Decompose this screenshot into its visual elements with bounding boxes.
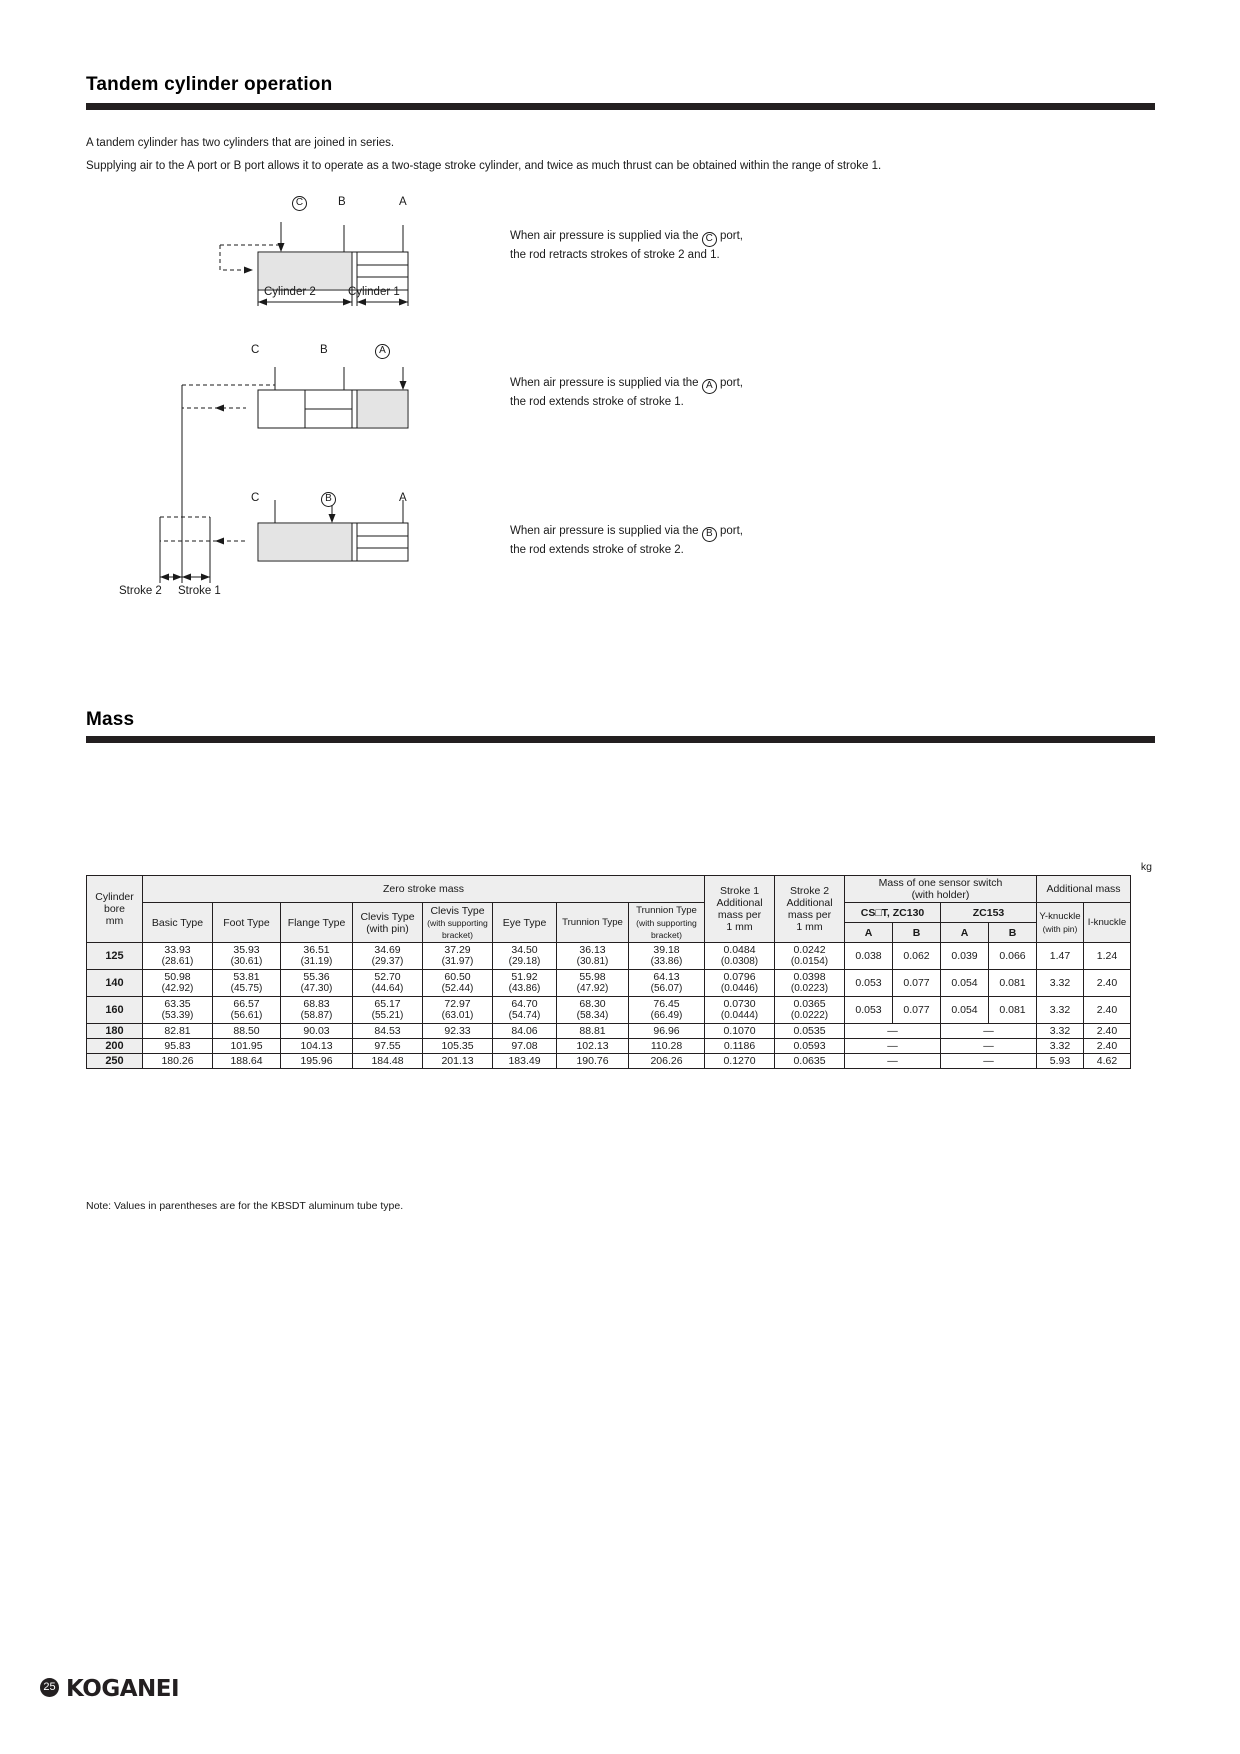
diagram-row1-port-a-label: A — [399, 196, 407, 208]
cell-foot: 35.93 (30.61) — [213, 943, 281, 970]
cell-eye: 34.50 (29.18) — [493, 943, 557, 970]
cell-bore: 180 — [87, 1024, 143, 1039]
table-unit-label: kg — [1140, 861, 1152, 873]
mass-table — [86, 875, 1131, 1069]
cell-foot: 101.95 — [213, 1039, 281, 1054]
cell-stroke2: 0.0242 (0.0154) — [775, 943, 845, 970]
page-number: 25 — [40, 1678, 59, 1697]
cell-zc-a: 0.039 — [941, 943, 989, 970]
tandem-cylinder-diagram — [120, 205, 480, 655]
cell-basic: 82.81 — [143, 1024, 213, 1039]
intro-line-2: Supplying air to the A port or B port allows it to operate as a two-stage stroke cylinder, and twice as much thrust can be obtained within the range of stroke 1. — [86, 160, 882, 172]
cell-trunnion: 102.13 — [557, 1039, 629, 1054]
cell-zc-dash: — — [941, 1024, 1037, 1039]
cell-eye: 64.70 (54.74) — [493, 997, 557, 1024]
cell-trunnion-bracket: 96.96 — [629, 1024, 705, 1039]
cell-clevis-bracket: 72.97 (63.01) — [423, 997, 493, 1024]
note-1-text-post: port, — [719, 230, 743, 242]
cell-foot: 66.57 (56.61) — [213, 997, 281, 1024]
cell-stroke2: 0.0635 — [775, 1054, 845, 1069]
cell-stroke1: 0.1186 — [705, 1039, 775, 1054]
header-clevis-type-pin: Clevis Type (with pin) — [353, 903, 423, 943]
cell-cs-a: 0.053 — [845, 970, 893, 997]
cell-i-knuckle: 1.24 — [1084, 943, 1131, 970]
cell-basic: 180.26 — [143, 1054, 213, 1069]
cell-bore: 140 — [87, 970, 143, 997]
diagram-row3-port-a-label: A — [399, 492, 407, 504]
cell-trunnion: 55.98 (47.92) — [557, 970, 629, 997]
cell-clevis-bracket: 201.13 — [423, 1054, 493, 1069]
diagram-note-2 — [510, 375, 743, 410]
cell-bore: 125 — [87, 943, 143, 970]
header-additional-mass: Additional mass — [1037, 876, 1131, 903]
cell-clevis-pin: 65.17 (55.21) — [353, 997, 423, 1024]
header-zc153: ZC153 — [941, 903, 1037, 923]
cell-trunnion: 88.81 — [557, 1024, 629, 1039]
cell-cs-b: 0.077 — [893, 997, 941, 1024]
cell-zc-dash: — — [941, 1054, 1037, 1069]
cell-cs-dash: — — [845, 1054, 941, 1069]
cell-eye: 183.49 — [493, 1054, 557, 1069]
cell-stroke2: 0.0365 (0.0222) — [775, 997, 845, 1024]
cell-clevis-bracket: 37.29 (31.97) — [423, 943, 493, 970]
header-cst-zc130: CS□T, ZC130 — [845, 903, 941, 923]
note-2-port-icon: A — [702, 379, 717, 394]
table-footnote: Note: Values in parentheses are for the KBSDT aluminum tube type. — [86, 1200, 404, 1212]
diagram-row2-port-a-label: A — [375, 342, 390, 359]
cell-trunnion-bracket: 64.13 (56.07) — [629, 970, 705, 997]
cell-clevis-pin: 97.55 — [353, 1039, 423, 1054]
cell-i-knuckle: 2.40 — [1084, 970, 1131, 997]
cell-stroke2: 0.0593 — [775, 1039, 845, 1054]
cell-cs-b: 0.077 — [893, 970, 941, 997]
cell-cs-dash: — — [845, 1024, 941, 1039]
header-stroke1-additional: Stroke 1 Additional mass per 1 mm — [705, 876, 775, 943]
header-zero-stroke-mass: Zero stroke mass — [143, 876, 705, 903]
cell-cs-b: 0.062 — [893, 943, 941, 970]
cell-foot: 188.64 — [213, 1054, 281, 1069]
note-1-line2: the rod retracts strokes of stroke 2 and 1. — [510, 249, 720, 261]
diagram-note-3 — [510, 523, 743, 558]
note-2-line2: the rod extends stroke of stroke 1. — [510, 396, 684, 408]
cell-flange: 104.13 — [281, 1039, 353, 1054]
cell-bore: 160 — [87, 997, 143, 1024]
cell-y-knuckle: 5.93 — [1037, 1054, 1084, 1069]
cell-stroke2: 0.0535 — [775, 1024, 845, 1039]
cell-trunnion: 68.30 (58.34) — [557, 997, 629, 1024]
cell-flange: 90.03 — [281, 1024, 353, 1039]
cell-y-knuckle: 1.47 — [1037, 943, 1084, 970]
cell-cs-dash: — — [845, 1039, 941, 1054]
cell-stroke1: 0.0796 (0.0446) — [705, 970, 775, 997]
cell-clevis-pin: 84.53 — [353, 1024, 423, 1039]
intro-line-1: A tandem cylinder has two cylinders that are joined in series. — [86, 137, 395, 149]
cell-cs-a: 0.053 — [845, 997, 893, 1024]
cell-stroke1: 0.1070 — [705, 1024, 775, 1039]
note-3-text-pre: When air pressure is supplied via the — [510, 525, 699, 537]
table-row — [87, 943, 1131, 970]
cell-trunnion: 190.76 — [557, 1054, 629, 1069]
cell-eye: 51.92 (43.86) — [493, 970, 557, 997]
diagram-row2-port-c-label: C — [251, 344, 260, 356]
cell-flange: 36.51 (31.19) — [281, 943, 353, 970]
header-y-knuckle: Y-knuckle (with pin) — [1037, 903, 1084, 943]
cell-zc-b: 0.081 — [989, 970, 1037, 997]
cell-trunnion: 36.13 (30.81) — [557, 943, 629, 970]
cell-basic: 33.93 (28.61) — [143, 943, 213, 970]
header-foot-type: Foot Type — [213, 903, 281, 943]
section-title-tandem: Tandem cylinder operation — [86, 74, 333, 95]
cell-flange: 55.36 (47.30) — [281, 970, 353, 997]
stroke-2-dimension-label: Stroke 2 — [119, 585, 162, 597]
note-2-text-post: port, — [719, 377, 743, 389]
cell-zc-b: 0.066 — [989, 943, 1037, 970]
cell-clevis-pin: 52.70 (44.64) — [353, 970, 423, 997]
header-stroke2-additional: Stroke 2 Additional mass per 1 mm — [775, 876, 845, 943]
diagram-row3-port-b-label: B — [321, 490, 336, 507]
stroke-1-dimension-label: Stroke 1 — [178, 585, 221, 597]
cell-zc-dash: — — [941, 1039, 1037, 1054]
cell-foot: 53.81 (45.75) — [213, 970, 281, 997]
cell-cs-a: 0.038 — [845, 943, 893, 970]
header-zc153-b: B — [989, 923, 1037, 943]
note-3-text-post: port, — [719, 525, 743, 537]
cell-eye: 84.06 — [493, 1024, 557, 1039]
cell-stroke2: 0.0398 (0.0223) — [775, 970, 845, 997]
cell-foot: 88.50 — [213, 1024, 281, 1039]
cell-trunnion-bracket: 110.28 — [629, 1039, 705, 1054]
note-3-port-icon: B — [702, 527, 717, 542]
diagram-cylinder2-label: Cylinder 2 — [264, 286, 316, 298]
section-rule-tandem — [86, 103, 1155, 110]
table-row — [87, 1054, 1131, 1069]
table-row — [87, 1024, 1131, 1039]
cell-basic: 50.98 (42.92) — [143, 970, 213, 997]
cell-zc-b: 0.081 — [989, 997, 1037, 1024]
header-eye-type: Eye Type — [493, 903, 557, 943]
cell-flange: 195.96 — [281, 1054, 353, 1069]
cell-zc-a: 0.054 — [941, 997, 989, 1024]
cell-y-knuckle: 3.32 — [1037, 1024, 1084, 1039]
table-header-row-1 — [87, 876, 1131, 903]
diagram-row1-port-b-label: B — [338, 196, 346, 208]
table-header-row-2 — [87, 903, 1131, 923]
cell-stroke1: 0.0730 (0.0444) — [705, 997, 775, 1024]
cell-bore: 200 — [87, 1039, 143, 1054]
cell-clevis-bracket: 60.50 (52.44) — [423, 970, 493, 997]
cell-trunnion-bracket: 206.26 — [629, 1054, 705, 1069]
cell-clevis-pin: 184.48 — [353, 1054, 423, 1069]
cell-stroke1: 0.0484 (0.0308) — [705, 943, 775, 970]
header-basic-type: Basic Type — [143, 903, 213, 943]
cell-y-knuckle: 3.32 — [1037, 970, 1084, 997]
table-row — [87, 1039, 1131, 1054]
header-cylinder-bore: Cylinder bore mm — [87, 876, 143, 943]
cell-i-knuckle: 2.40 — [1084, 1039, 1131, 1054]
table-row — [87, 997, 1131, 1024]
cell-trunnion-bracket: 39.18 (33.86) — [629, 943, 705, 970]
cell-stroke1: 0.1270 — [705, 1054, 775, 1069]
cell-clevis-bracket: 105.35 — [423, 1039, 493, 1054]
diagram-cylinder1-label: Cylinder 1 — [348, 286, 400, 298]
cell-flange: 68.83 (58.87) — [281, 997, 353, 1024]
section-rule-mass — [86, 736, 1155, 743]
cell-i-knuckle: 4.62 — [1084, 1054, 1131, 1069]
cell-i-knuckle: 2.40 — [1084, 997, 1131, 1024]
header-sensor-switch-mass: Mass of one sensor switch (with holder) — [845, 876, 1037, 903]
diagram-row2-port-b-label: B — [320, 344, 328, 356]
table-row — [87, 970, 1131, 997]
section-title-mass: Mass — [86, 709, 135, 730]
cell-eye: 97.08 — [493, 1039, 557, 1054]
header-flange-type: Flange Type — [281, 903, 353, 943]
cell-zc-a: 0.054 — [941, 970, 989, 997]
note-1-port-icon: C — [702, 232, 717, 247]
cell-basic: 63.35 (53.39) — [143, 997, 213, 1024]
brand-logo: KOGANEI — [66, 1676, 180, 1702]
cell-y-knuckle: 3.32 — [1037, 1039, 1084, 1054]
header-trunnion-type-bracket: Trunnion Type (with supporting bracket) — [629, 903, 705, 943]
note-2-text-pre: When air pressure is supplied via the — [510, 377, 699, 389]
diagram-row1-port-c-label: C — [292, 194, 307, 211]
cell-trunnion-bracket: 76.45 (66.49) — [629, 997, 705, 1024]
cell-clevis-bracket: 92.33 — [423, 1024, 493, 1039]
diagram-note-1 — [510, 228, 743, 263]
diagram-row3-port-c-label: C — [251, 492, 260, 504]
cell-i-knuckle: 2.40 — [1084, 1024, 1131, 1039]
cell-bore: 250 — [87, 1054, 143, 1069]
header-cst-b: B — [893, 923, 941, 943]
note-1-text-pre: When air pressure is supplied via the — [510, 230, 699, 242]
header-zc153-a: A — [941, 923, 989, 943]
cell-y-knuckle: 3.32 — [1037, 997, 1084, 1024]
cell-clevis-pin: 34.69 (29.37) — [353, 943, 423, 970]
header-trunnion-type: Trunnion Type — [557, 903, 629, 943]
note-3-line2: the rod extends stroke of stroke 2. — [510, 544, 684, 556]
header-i-knuckle: I-knuckle — [1084, 903, 1131, 943]
header-cst-a: A — [845, 923, 893, 943]
cell-basic: 95.83 — [143, 1039, 213, 1054]
header-clevis-type-bracket: Clevis Type (with supporting bracket) — [423, 903, 493, 943]
